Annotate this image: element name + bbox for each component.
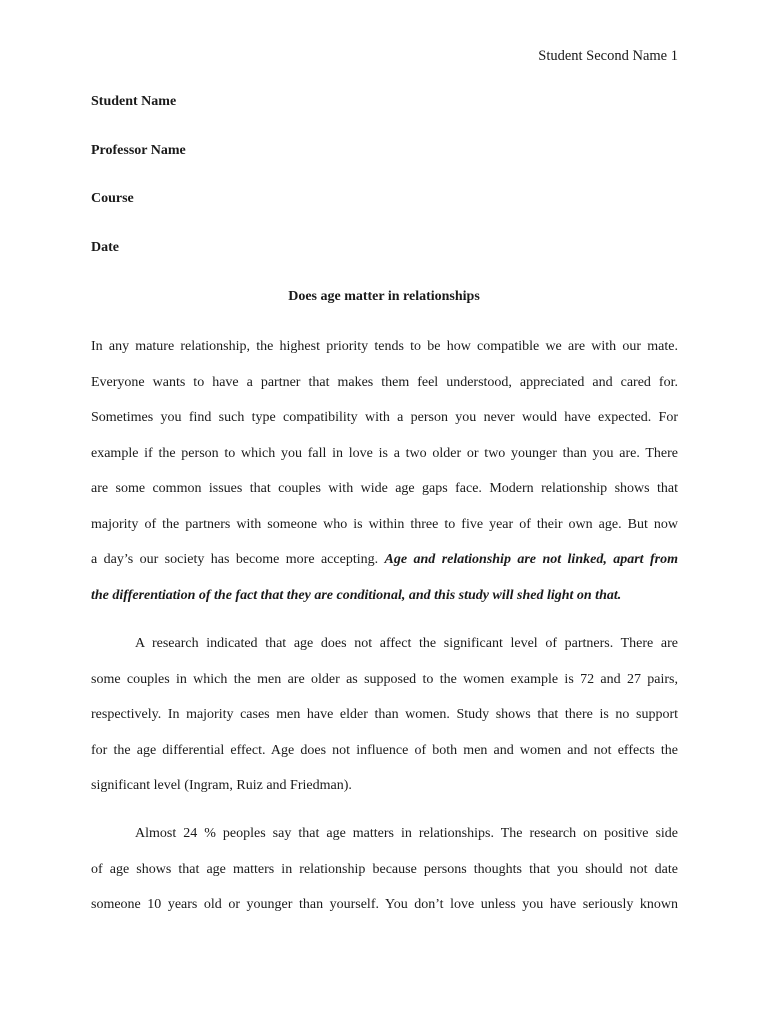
paragraph-line: of age shows that age matters in relationship because persons thoughts that you should not date	[91, 861, 678, 877]
paragraph-line: A research indicated that age does not affect the significant level of partners. There are	[135, 636, 678, 651]
paragraph-line: some couples in which the men are older as supposed to the women example is 72 and 27 pairs,	[91, 671, 678, 687]
paragraph-line	[91, 542, 678, 578]
paragraph-line: In any mature relationship, the highest priority tends to be how compatible we are with our mate.	[91, 339, 678, 354]
body-paragraph-2	[91, 626, 678, 804]
paragraph-line: Everyone wants to have a partner that makes them feel understood, appreciated and cared for.	[91, 374, 678, 390]
body-paragraph-1	[91, 329, 678, 613]
paragraph-line: example if the person to which you fall in love is a two older or two younger than you are. There	[91, 445, 678, 461]
paragraph-line: majority of the partners with someone who is within three to five year of their own age. But now	[91, 516, 678, 532]
course-name: Course	[91, 191, 134, 206]
running-head: Student Second Name 1	[538, 48, 678, 64]
plain-text: a day’s our society has become more accepting.	[91, 552, 385, 567]
thesis-statement-continued: the differentiation of the fact that they are conditional, and this study will shed light on that.	[91, 587, 622, 603]
mla-heading	[91, 92, 186, 286]
body-paragraph-3	[91, 816, 678, 923]
paragraph-line: significant level (Ingram, Ruiz and Friedman).	[91, 778, 352, 793]
date-line: Date	[91, 239, 119, 255]
paragraph-line: Sometimes you find such type compatibility with a person you never would have expected. For	[91, 410, 678, 425]
student-name: Student Name	[91, 94, 177, 109]
essay-title: Does age matter in relationships	[288, 289, 480, 304]
paragraph-line: respectively. In majority cases men have elder than women. Study shows that there is no support	[91, 707, 678, 722]
paragraph-line: are some common issues that couples with wide age gaps face. Modern relationship shows that	[91, 481, 678, 496]
paragraph-line: Almost 24 % peoples say that age matters in relationships. The research on positive side	[135, 826, 678, 841]
paragraph-line: someone 10 years old or younger than yourself. You don’t love unless you have seriously known	[91, 897, 678, 912]
paragraph-line: for the age differential effect. Age does not influence of both men and women and not effects the	[91, 742, 678, 758]
thesis-statement: Age and relationship are not linked, apart from	[384, 552, 678, 567]
professor-name: Professor Name	[91, 142, 186, 158]
